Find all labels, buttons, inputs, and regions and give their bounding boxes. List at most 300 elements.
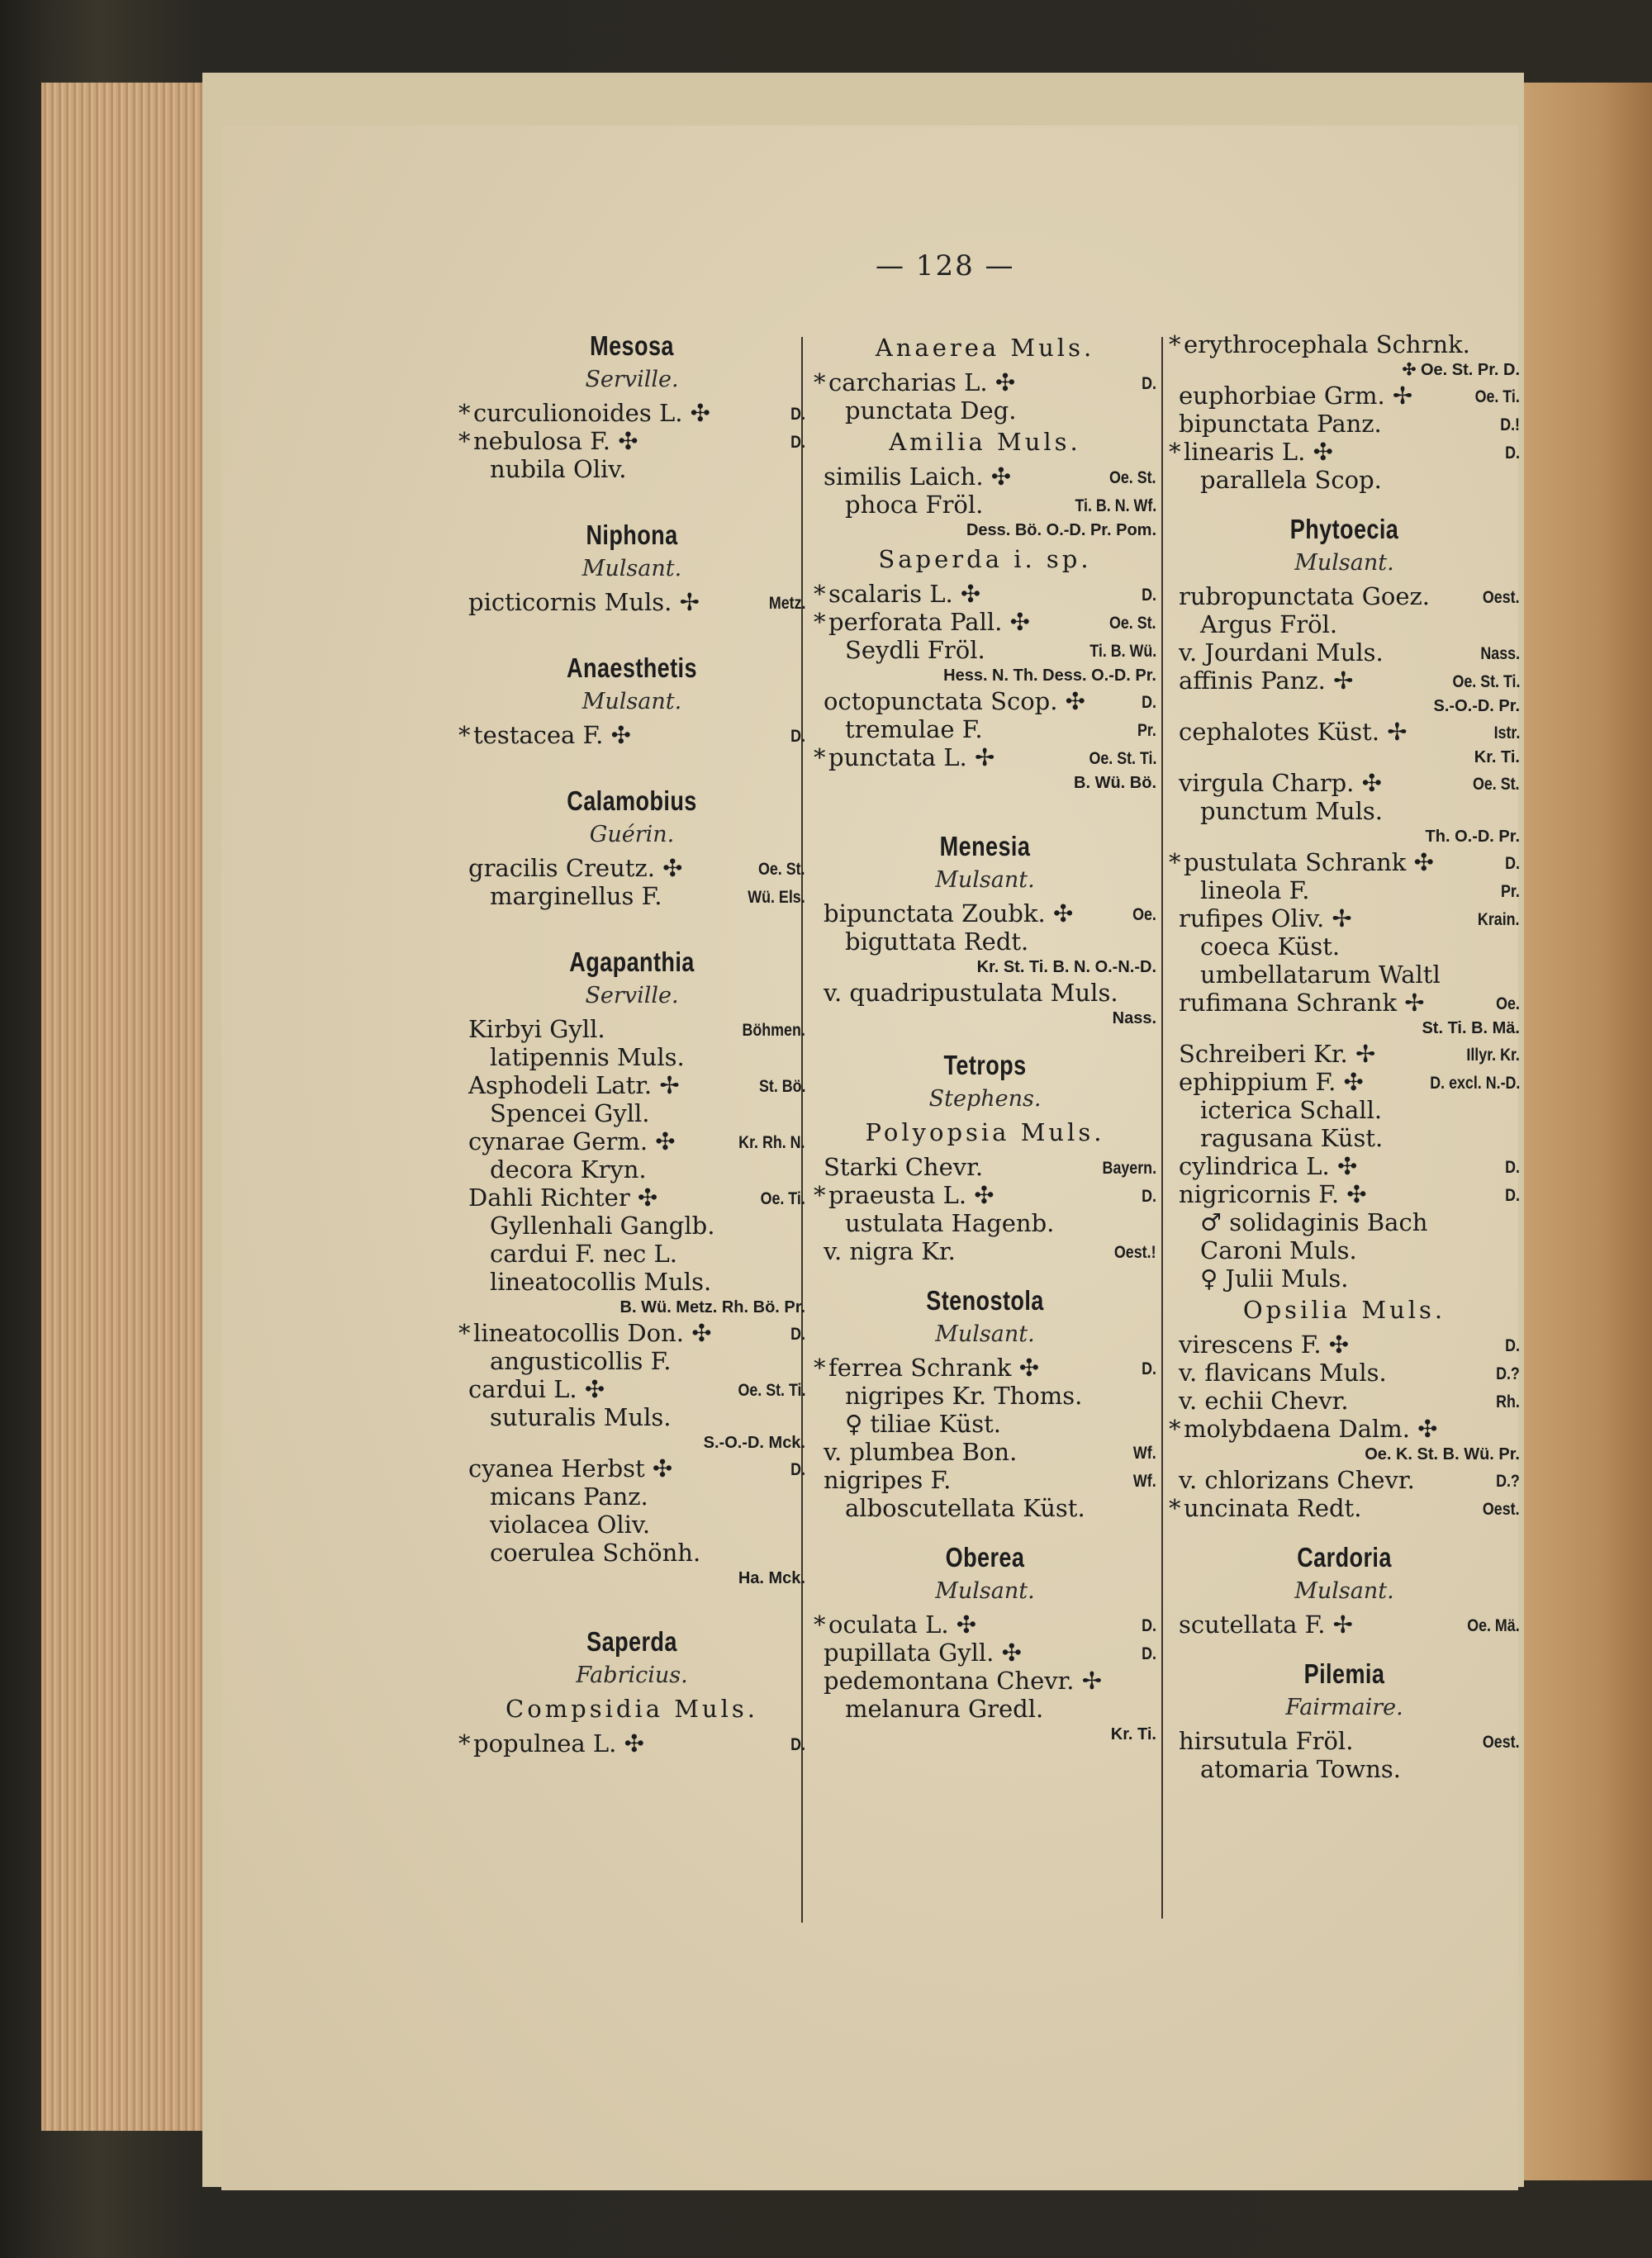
distribution: Oest. bbox=[1483, 1733, 1520, 1752]
species-entry bbox=[814, 1153, 1156, 1181]
subgenus-heading: Anaerea Muls. bbox=[875, 334, 1095, 362]
species-name: Gyllenhali Ganglb. bbox=[490, 1212, 715, 1240]
distribution: Wf. bbox=[1133, 1444, 1156, 1463]
distribution: Oe. St. Ti. bbox=[738, 1381, 805, 1400]
species-name: molybdaena Dalm. ✣ bbox=[1184, 1415, 1438, 1443]
distribution: Rh. bbox=[1496, 1392, 1520, 1411]
distribution-continuation: B. Wü. Metz. Rh. Bö. Pr. bbox=[620, 1298, 805, 1316]
species-name: Asphodeli Latr. ✢ bbox=[468, 1071, 680, 1099]
species-name: v. nigra Kr. bbox=[824, 1237, 956, 1265]
genus-author: Mulsant. bbox=[1294, 550, 1394, 576]
asterisk-marker: * bbox=[814, 1610, 826, 1639]
species-entry bbox=[458, 1127, 805, 1155]
distribution: Oe. St. Ti. bbox=[1452, 672, 1520, 691]
species-name: v. Jourdani Muls. bbox=[1179, 638, 1384, 666]
distribution: D.? bbox=[1496, 1472, 1520, 1491]
spacer bbox=[1169, 1639, 1520, 1658]
species-entry bbox=[814, 491, 1156, 519]
species-entry bbox=[458, 1511, 805, 1539]
distribution: D. bbox=[1142, 1616, 1156, 1635]
genus-heading: Phytoecia bbox=[1289, 514, 1399, 544]
species-entry bbox=[1169, 1096, 1520, 1124]
species-entry bbox=[458, 588, 805, 616]
species-name: cylindrica L. ✣ bbox=[1179, 1152, 1358, 1180]
species-entry bbox=[1169, 961, 1520, 989]
species-name: praeusta L. ✣ bbox=[828, 1181, 995, 1209]
species-entry bbox=[814, 979, 1156, 1007]
genus-author: Serville. bbox=[585, 983, 679, 1008]
species-entry bbox=[458, 1268, 805, 1296]
distribution: St. Bö. bbox=[758, 1077, 805, 1096]
species-entry bbox=[458, 854, 805, 882]
genus-author: Mulsant. bbox=[1294, 1578, 1394, 1604]
distribution: D. bbox=[1142, 1187, 1156, 1206]
species-name: phoca Fröl. bbox=[845, 491, 984, 519]
species-entry bbox=[1169, 1264, 1520, 1293]
genus-author: Fairmaire. bbox=[1285, 1695, 1403, 1720]
species-entry bbox=[458, 399, 805, 427]
species-name: angusticollis F. bbox=[490, 1347, 672, 1375]
distribution: D. bbox=[1505, 444, 1520, 463]
asterisk-marker: * bbox=[814, 608, 826, 636]
subgenus-heading: Compsidia Muls. bbox=[506, 1695, 758, 1723]
distribution-continuation: Oe. K. St. B. Wü. Pr. bbox=[1365, 1445, 1520, 1463]
species-name: decora Kryn. bbox=[490, 1155, 647, 1184]
distribution: Oe. St. bbox=[1109, 614, 1156, 633]
genus-author: Mulsant. bbox=[582, 689, 682, 714]
species-entry bbox=[814, 636, 1156, 664]
column-divider-2 bbox=[1161, 337, 1163, 1919]
species-entry bbox=[1169, 1208, 1520, 1236]
asterisk-marker: * bbox=[1169, 848, 1181, 876]
genus-heading: Saperda bbox=[586, 1626, 677, 1657]
spacer bbox=[1169, 494, 1520, 514]
distribution: Ti. B. Wü. bbox=[1089, 642, 1156, 661]
spacer bbox=[458, 749, 805, 785]
species-entry bbox=[814, 1438, 1156, 1466]
species-entry bbox=[458, 1015, 805, 1043]
distribution: D. bbox=[1142, 693, 1156, 712]
species-name: v. echii Chevr. bbox=[1179, 1387, 1349, 1415]
species-name: lineola F. bbox=[1200, 876, 1310, 904]
species-entry bbox=[814, 368, 1156, 396]
distribution: Oe. St. Ti. bbox=[1089, 749, 1156, 768]
distribution: D. excl. N.-D. bbox=[1429, 1074, 1520, 1093]
species-entry bbox=[1169, 1610, 1520, 1639]
asterisk-marker: * bbox=[458, 1319, 471, 1347]
species-entry bbox=[814, 899, 1156, 927]
genus-author: Stephens. bbox=[928, 1086, 1042, 1112]
species-name: Seydli Fröl. bbox=[845, 636, 985, 664]
species-entry bbox=[814, 1209, 1156, 1237]
distribution: D.? bbox=[1496, 1364, 1520, 1383]
species-name: euphorbiae Grm. ✢ bbox=[1179, 382, 1413, 410]
species-entry bbox=[814, 715, 1156, 743]
species-entry bbox=[814, 1466, 1156, 1494]
distribution-continuation: B. Wü. Bö. bbox=[1074, 774, 1156, 792]
asterisk-marker: * bbox=[1169, 1494, 1181, 1522]
species-name: ♀ Julii Muls. bbox=[1200, 1264, 1349, 1293]
species-entry bbox=[1169, 438, 1520, 466]
species-name: alboscutellata Küst. bbox=[845, 1494, 1085, 1522]
species-name: lineatocollis Muls. bbox=[490, 1268, 712, 1296]
species-entry bbox=[458, 1454, 805, 1482]
species-name: punctum Muls. bbox=[1200, 797, 1383, 825]
distribution: Böhmen. bbox=[742, 1021, 805, 1040]
species-entry bbox=[1169, 638, 1520, 666]
subgenus-heading: Saperda i. sp. bbox=[878, 545, 1092, 573]
distribution: Illyr. Kr. bbox=[1466, 1046, 1520, 1065]
species-entry bbox=[1169, 610, 1520, 638]
distribution: D.! bbox=[1500, 415, 1520, 434]
species-entry bbox=[458, 455, 805, 483]
species-entry bbox=[814, 927, 1156, 956]
species-name: perforata Pall. ✣ bbox=[828, 608, 1030, 636]
species-name: v. chlorizans Chevr. bbox=[1179, 1466, 1415, 1494]
genus-author: Serville. bbox=[585, 367, 679, 392]
species-name: cynarae Germ. ✣ bbox=[468, 1127, 676, 1155]
species-name: bipunctata Zoubk. ✣ bbox=[824, 899, 1074, 927]
distribution: Oe. Mä. bbox=[1467, 1616, 1520, 1635]
species-name: uncinata Redt. bbox=[1184, 1494, 1362, 1522]
distribution-continuation: S.-O.-D. Pr. bbox=[1433, 697, 1520, 715]
distribution: Pr. bbox=[1501, 882, 1520, 901]
distribution-continuation: Kr. Ti. bbox=[1110, 1725, 1156, 1743]
distribution-continuation: Hess. N. Th. Dess. O.-D. Pr. bbox=[943, 666, 1156, 685]
species-name: punctata Deg. bbox=[845, 396, 1017, 425]
distribution: D. bbox=[790, 1325, 805, 1344]
column-3 bbox=[1169, 330, 1520, 1783]
subgenus-heading: Amilia Muls. bbox=[889, 428, 1081, 456]
spacer bbox=[1169, 1522, 1520, 1542]
spacer bbox=[458, 1590, 805, 1626]
asterisk-marker: * bbox=[458, 399, 471, 427]
species-name: nigricornis F. ✣ bbox=[1179, 1180, 1367, 1208]
species-name: virgula Charp. ✣ bbox=[1179, 769, 1382, 797]
species-name: micans Panz. bbox=[490, 1482, 648, 1511]
distribution: Oest. bbox=[1483, 588, 1520, 607]
species-entry bbox=[814, 743, 1156, 771]
column-2 bbox=[814, 330, 1156, 1746]
species-entry bbox=[814, 1667, 1156, 1695]
species-entry bbox=[1169, 582, 1520, 610]
species-entry bbox=[1169, 1152, 1520, 1180]
page-edges bbox=[41, 83, 206, 2131]
distribution: D. bbox=[790, 433, 805, 452]
species-name: atomaria Towns. bbox=[1200, 1755, 1401, 1783]
species-name: testacea F. ✣ bbox=[473, 721, 631, 749]
species-name: erythrocephala Schrnk. bbox=[1184, 330, 1470, 358]
species-name: violacea Oliv. bbox=[490, 1511, 651, 1539]
species-entry bbox=[1169, 797, 1520, 825]
species-name: tremulae F. bbox=[845, 715, 983, 743]
species-entry bbox=[458, 1240, 805, 1268]
species-entry bbox=[1169, 718, 1520, 746]
species-name: rubropunctata Goez. bbox=[1179, 582, 1430, 610]
species-name: curculionoides L. ✣ bbox=[473, 399, 710, 427]
column-1 bbox=[458, 330, 805, 1758]
spacer bbox=[458, 483, 805, 519]
species-entry bbox=[458, 1071, 805, 1099]
species-name: affinis Panz. ✢ bbox=[1179, 666, 1354, 695]
species-entry bbox=[1169, 1331, 1520, 1359]
species-entry bbox=[1169, 1124, 1520, 1152]
species-name: Kirbyi Gyll. bbox=[468, 1015, 605, 1043]
species-entry bbox=[1169, 769, 1520, 797]
distribution-continuation: St. Ti. B. Mä. bbox=[1422, 1019, 1520, 1037]
spacer bbox=[458, 616, 805, 652]
distribution: D. bbox=[1142, 1644, 1156, 1663]
asterisk-marker: * bbox=[458, 721, 471, 749]
species-name: hirsutula Fröl. bbox=[1179, 1727, 1354, 1755]
species-name: punctata L. ✢ bbox=[828, 743, 995, 771]
species-name: marginellus F. bbox=[490, 882, 662, 910]
species-name: gracilis Creutz. ✣ bbox=[468, 854, 683, 882]
genus-author: Mulsant. bbox=[935, 1578, 1035, 1604]
next-page-edge bbox=[1520, 83, 1652, 2180]
species-entry bbox=[458, 1482, 805, 1511]
species-name: pupillata Gyll. ✣ bbox=[824, 1639, 1022, 1667]
asterisk-marker: * bbox=[814, 743, 826, 771]
distribution: Oe. St. bbox=[758, 860, 805, 879]
species-name: suturalis Muls. bbox=[490, 1403, 672, 1431]
species-name: Starki Chevr. bbox=[824, 1153, 984, 1181]
asterisk-marker: * bbox=[1169, 438, 1181, 466]
species-name: similis Laich. ✣ bbox=[824, 463, 1012, 491]
asterisk-marker: * bbox=[814, 1354, 826, 1382]
distribution-continuation: S.-O.-D. Mck. bbox=[703, 1434, 805, 1452]
distribution: Oe. St. bbox=[1473, 775, 1520, 794]
species-name: rufipes Oliv. ✢ bbox=[1179, 904, 1352, 932]
species-name: populnea L. ✣ bbox=[473, 1729, 644, 1758]
distribution: Oe. St. bbox=[1109, 468, 1156, 487]
species-name: Schreiberi Kr. ✢ bbox=[1179, 1040, 1376, 1068]
species-name: scutellata F. ✢ bbox=[1179, 1610, 1353, 1639]
distribution: Oe. Ti. bbox=[1474, 387, 1520, 406]
distribution: D. bbox=[790, 727, 805, 746]
species-name: bipunctata Panz. bbox=[1179, 410, 1382, 438]
species-name: coeca Küst. bbox=[1200, 932, 1341, 961]
genus-heading: Oberea bbox=[945, 1542, 1025, 1573]
genus-heading: Tetrops bbox=[943, 1050, 1027, 1080]
species-entry bbox=[814, 463, 1156, 491]
distribution: D. bbox=[1505, 1186, 1520, 1205]
species-entry bbox=[814, 687, 1156, 715]
species-entry bbox=[814, 1695, 1156, 1723]
species-entry bbox=[1169, 410, 1520, 438]
distribution: D. bbox=[1505, 854, 1520, 873]
species-entry bbox=[814, 608, 1156, 636]
species-entry bbox=[814, 1494, 1156, 1522]
distribution: Metz. bbox=[768, 594, 805, 613]
distribution: Istr. bbox=[1493, 723, 1520, 742]
species-name: pedemontana Chevr. ✢ bbox=[824, 1667, 1103, 1695]
species-name: ♂ solidaginis Bach bbox=[1200, 1208, 1428, 1236]
subgenus-heading: Opsilia Muls. bbox=[1242, 1296, 1446, 1324]
distribution: Oe. bbox=[1132, 905, 1156, 924]
species-name: nigripes F. bbox=[824, 1466, 952, 1494]
spacer bbox=[814, 1030, 1156, 1050]
species-name: oculata L. ✣ bbox=[828, 1610, 977, 1639]
genus-heading: Stenostola bbox=[926, 1285, 1044, 1316]
species-entry bbox=[458, 1155, 805, 1184]
distribution: D. bbox=[1142, 374, 1156, 393]
species-entry bbox=[1169, 1466, 1520, 1494]
distribution: D. bbox=[790, 405, 805, 424]
species-entry bbox=[1169, 1387, 1520, 1415]
distribution: Nass. bbox=[1480, 644, 1520, 663]
distribution-continuation: Kr. St. Ti. B. N. O.-N.-D. bbox=[976, 958, 1156, 976]
species-entry bbox=[458, 1099, 805, 1127]
species-name: nebulosa F. ✣ bbox=[473, 427, 638, 455]
species-entry bbox=[1169, 1359, 1520, 1387]
species-entry bbox=[458, 882, 805, 910]
species-name: ♀ tiliae Küst. bbox=[845, 1410, 1002, 1438]
distribution-continuation: Nass. bbox=[1112, 1009, 1156, 1027]
species-name: linearis L. ✣ bbox=[1184, 438, 1333, 466]
species-entry bbox=[458, 1212, 805, 1240]
species-name: Dahli Richter ✣ bbox=[468, 1184, 658, 1212]
species-name: coerulea Schönh. bbox=[490, 1539, 701, 1567]
species-entry bbox=[814, 1237, 1156, 1265]
distribution: Ti. B. N. Wf. bbox=[1075, 496, 1156, 515]
subgenus-heading: Polyopsia Muls. bbox=[865, 1118, 1105, 1146]
genus-author: Mulsant. bbox=[582, 556, 682, 581]
genus-heading: Anaesthetis bbox=[567, 652, 697, 683]
genus-heading: Agapanthia bbox=[569, 946, 695, 977]
species-entry bbox=[1169, 466, 1520, 494]
distribution: D. bbox=[790, 1460, 805, 1479]
asterisk-marker: * bbox=[458, 1729, 471, 1758]
species-name: ferrea Schrank ✣ bbox=[828, 1354, 1039, 1382]
species-entry bbox=[458, 1347, 805, 1375]
species-entry bbox=[1169, 1727, 1520, 1755]
genus-heading: Menesia bbox=[939, 831, 1031, 861]
species-entry bbox=[814, 1382, 1156, 1410]
species-name: biguttata Redt. bbox=[845, 927, 1029, 956]
asterisk-marker: * bbox=[814, 1181, 826, 1209]
distribution-continuation: Th. O.-D. Pr. bbox=[1425, 828, 1520, 846]
species-name: octopunctata Scop. ✣ bbox=[824, 687, 1085, 715]
species-name: v. flavicans Muls. bbox=[1179, 1359, 1387, 1387]
genus-heading: Pilemia bbox=[1303, 1658, 1385, 1689]
distribution: Wf. bbox=[1133, 1472, 1156, 1491]
species-entry bbox=[1169, 848, 1520, 876]
species-entry bbox=[458, 1319, 805, 1347]
species-entry bbox=[458, 1375, 805, 1403]
distribution: D. bbox=[1505, 1158, 1520, 1177]
species-name: umbellatarum Waltl bbox=[1200, 961, 1441, 989]
species-entry bbox=[814, 1354, 1156, 1382]
genus-author: Mulsant. bbox=[935, 1321, 1035, 1347]
species-entry bbox=[458, 1043, 805, 1071]
species-entry bbox=[814, 1639, 1156, 1667]
distribution-continuation: Ha. Mck. bbox=[738, 1569, 805, 1587]
species-entry bbox=[458, 721, 805, 749]
distribution: D. bbox=[1142, 1359, 1156, 1378]
distribution: Oest. bbox=[1483, 1500, 1520, 1519]
distribution: Krain. bbox=[1478, 910, 1520, 929]
distribution-continuation: Dess. Bö. O.-D. Pr. Pom. bbox=[966, 521, 1156, 539]
species-name: scalaris L. ✣ bbox=[828, 580, 981, 608]
species-entry bbox=[458, 1539, 805, 1567]
species-name: Spencei Gyll. bbox=[490, 1099, 650, 1127]
species-name: latipennis Muls. bbox=[490, 1043, 685, 1071]
distribution: D. bbox=[790, 1735, 805, 1754]
species-name: parallela Scop. bbox=[1200, 466, 1382, 494]
asterisk-marker: * bbox=[458, 427, 471, 455]
distribution: Wü. Els. bbox=[748, 888, 805, 907]
spacer bbox=[814, 795, 1156, 831]
species-name: picticornis Muls. ✢ bbox=[468, 588, 700, 616]
species-entry bbox=[458, 1184, 805, 1212]
distribution: D. bbox=[1505, 1336, 1520, 1355]
species-name: lineatocollis Don. ✣ bbox=[473, 1319, 712, 1347]
species-entry bbox=[1169, 1415, 1520, 1443]
species-entry bbox=[1169, 876, 1520, 904]
species-entry bbox=[1169, 1040, 1520, 1068]
distribution: Kr. Rh. N. bbox=[738, 1133, 805, 1152]
genus-author: Mulsant. bbox=[935, 867, 1035, 893]
species-entry bbox=[1169, 932, 1520, 961]
species-entry bbox=[814, 1181, 1156, 1209]
genus-heading: Cardoria bbox=[1297, 1542, 1392, 1573]
genus-author: Fabricius. bbox=[576, 1663, 688, 1688]
species-name: virescens F. ✣ bbox=[1179, 1331, 1350, 1359]
species-entry bbox=[1169, 1068, 1520, 1096]
species-name: melanura Gredl. bbox=[845, 1695, 1044, 1723]
distribution: Oe. bbox=[1496, 994, 1520, 1013]
species-entry bbox=[1169, 382, 1520, 410]
species-entry bbox=[1169, 666, 1520, 695]
species-name: ragusana Küst. bbox=[1200, 1124, 1384, 1152]
species-name: Argus Fröl. bbox=[1200, 610, 1338, 638]
distribution-continuation: ✣ Oe. St. Pr. D. bbox=[1402, 361, 1520, 379]
spacer bbox=[814, 1265, 1156, 1285]
species-entry bbox=[814, 580, 1156, 608]
species-name: nigripes Kr. Thoms. bbox=[845, 1382, 1083, 1410]
species-entry bbox=[1169, 1236, 1520, 1264]
species-name: cardui L. ✣ bbox=[468, 1375, 605, 1403]
page-number: — 128 — bbox=[876, 249, 1015, 282]
genus-heading: Mesosa bbox=[590, 330, 674, 361]
species-name: carcharias L. ✣ bbox=[828, 368, 1016, 396]
species-name: ephippium F. ✣ bbox=[1179, 1068, 1364, 1096]
distribution: Oe. Ti. bbox=[760, 1189, 805, 1208]
spacer bbox=[458, 910, 805, 946]
species-entry bbox=[458, 1403, 805, 1431]
species-name: cardui F. nec L. bbox=[490, 1240, 677, 1268]
asterisk-marker: * bbox=[814, 368, 826, 396]
species-name: v. plumbea Bon. bbox=[824, 1438, 1018, 1466]
species-name: cyanea Herbst ✣ bbox=[468, 1454, 673, 1482]
species-name: rufimana Schrank ✢ bbox=[1179, 989, 1425, 1017]
genus-heading: Calamobius bbox=[567, 785, 697, 816]
species-entry bbox=[814, 1410, 1156, 1438]
species-entry bbox=[1169, 904, 1520, 932]
distribution-continuation: Kr. Ti. bbox=[1474, 748, 1520, 766]
distribution: D. bbox=[1142, 586, 1156, 605]
asterisk-marker: * bbox=[1169, 330, 1181, 358]
species-entry bbox=[1169, 1494, 1520, 1522]
species-entry bbox=[1169, 1755, 1520, 1783]
spacer bbox=[814, 1522, 1156, 1542]
species-name: v. quadripustulata Muls. bbox=[824, 979, 1118, 1007]
distribution: Bayern. bbox=[1102, 1159, 1156, 1178]
species-entry bbox=[1169, 989, 1520, 1017]
species-name: nubila Oliv. bbox=[490, 455, 627, 483]
genus-heading: Niphona bbox=[586, 519, 678, 550]
